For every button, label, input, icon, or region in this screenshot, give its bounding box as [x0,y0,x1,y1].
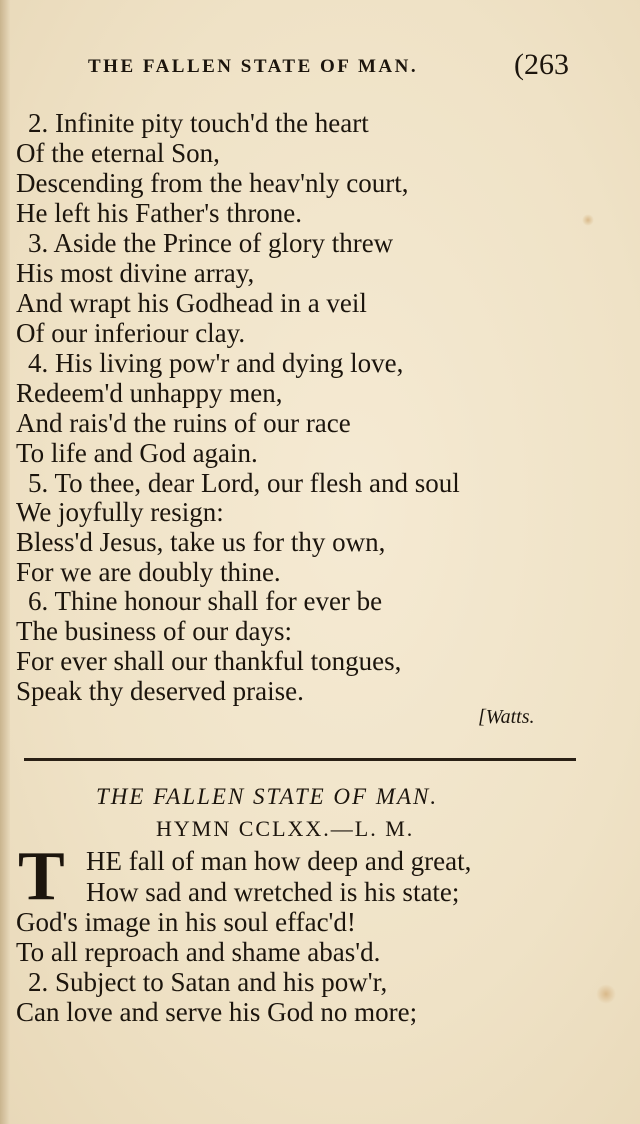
verse-line: Speak thy deserved praise. [16,676,304,706]
paper-stain [596,984,616,1004]
page-number: (263 [514,48,569,81]
verse-line: HE fall of man how deep and great, [86,846,472,876]
verse-line: And rais'd the ruins of our race [16,408,351,438]
verse-line: And wrapt his Godhead in a veil [16,288,367,318]
verse-line: 3. Aside the Prince of glory threw [28,228,394,258]
verse-line: For we are doubly thine. [16,557,281,587]
verse-line: Of the eternal Son, [16,138,220,168]
verse-line: He left his Father's throne. [16,198,303,228]
verse-line: To all reproach and shame abas'd. [16,937,381,967]
verse-line: 2. Infinite pity touch'd the heart [28,108,369,138]
verse-line: Bless'd Jesus, take us for thy own, [16,527,386,557]
hymn-number: HYMN CCLXX.—L. M. [156,816,415,841]
verse-line: Can love and serve his God no more; [16,997,418,1027]
verse-line: To life and God again. [16,438,258,468]
verse-line: Redeem'd unhappy men, [16,378,283,408]
drop-cap: T [18,838,65,915]
verse-line: His most divine array, [16,258,255,288]
verse-line: How sad and wretched is his state; [86,877,460,907]
author-attribution: [Watts. [478,706,535,728]
verse-line: Descending from the heav'nly court, [16,168,409,198]
running-head [88,48,588,86]
verse-line: The business of our days: [16,616,292,646]
paper-stain [582,214,594,226]
running-head-title: THE FALLEN STATE OF MAN. [88,56,419,77]
verse-line: 5. To thee, dear Lord, our flesh and soul [28,468,460,498]
verse-line: 4. His living pow'r and dying love, [28,348,404,378]
verse-line: For ever shall our thankful tongues, [16,646,402,676]
hymn-title: THE FALLEN STATE OF MAN. [96,784,439,809]
verse-line: 2. Subject to Satan and his pow'r, [28,967,388,997]
page-gutter [0,0,10,1124]
verse-line: Of our inferiour clay. [16,318,246,348]
section-divider [24,758,576,761]
verse-line: God's image in his soul effac'd! [16,907,356,937]
verse-line: 6. Thine honour shall for ever be [28,586,383,616]
verse-line: We joyfully resign: [16,497,224,527]
